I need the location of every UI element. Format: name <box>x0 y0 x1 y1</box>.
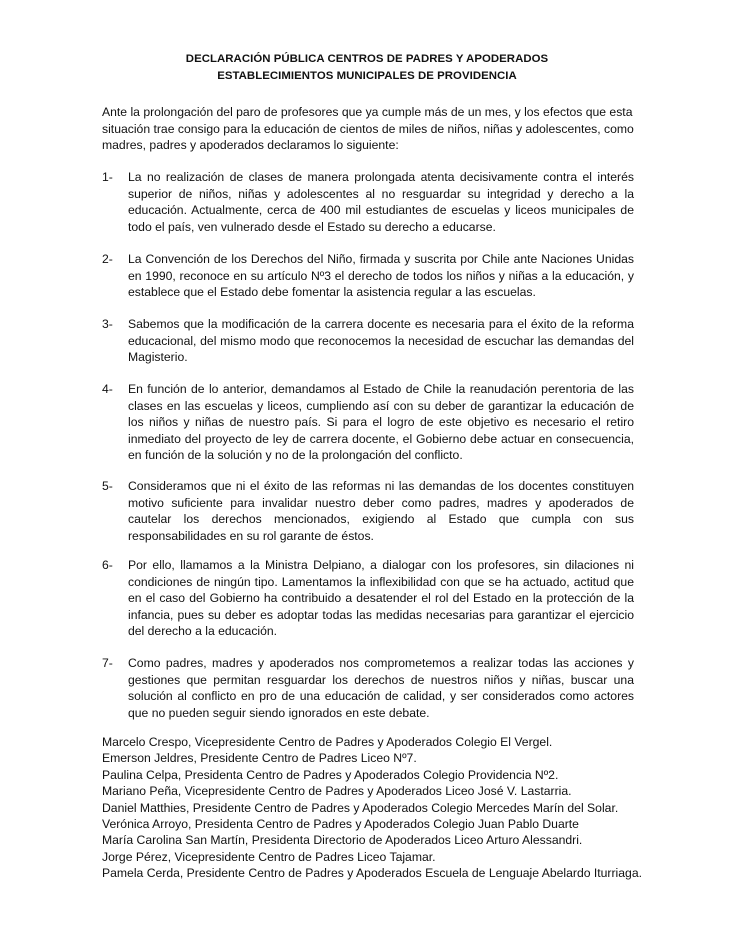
list-item-text: La Convención de los Derechos del Niño, firmada y suscrita por Chile ante Naciones Unidas en 1990, reconoce en su artículo Nº3 el derecho de todos los niños y niñas a la educación, y establece que el Estado debe fomentar la asistencia regular a las escuelas. <box>128 252 634 299</box>
list-item-text: Por ello, llamamos a la Ministra Delpiano, a dialogar con los profesores, sin dilaciones ni condiciones de ningún tipo. Lamentamos la inflexibilidad con que se ha actuado, actitud que en el caso del Gobierno ha contribuido a desatender el rol del Estado en la protección de la infancia, pues su deber es adoptar todas las medidas necesarias para garantizar el ejercicio del derecho a la educación. <box>128 558 634 638</box>
signatory-line: Jorge Pérez, Vicepresidente Centro de Padres Liceo Tajamar. <box>102 849 436 864</box>
intro-paragraph: Ante la prolongación del paro de profesores que ya cumple más de un mes, y los efectos que esta situación trae consigo para la educación de cientos de miles de niños, niñas y adolescentes, como madres, padres y apoderados declaramos lo siguiente: <box>102 105 634 152</box>
list-item-6 <box>102 557 634 640</box>
document-title-line-1: DECLARACIÓN PÚBLICA CENTROS DE PADRES Y APODERADOS <box>185 53 549 65</box>
signatory-line: Daniel Matthies, Presidente Centro de Padres y Apoderados Colegio Mercedes Marín del Solar. <box>102 800 619 815</box>
signatory-line: María Carolina San Martín, Presidenta Directorio de Apoderados Liceo Arturo Alessandri. <box>102 833 583 848</box>
list-item-5 <box>102 478 634 544</box>
list-item-number: 6- <box>102 558 113 572</box>
list-item-2 <box>102 251 634 301</box>
list-item-number: 5- <box>102 479 113 493</box>
list-item-number: 4- <box>102 382 113 396</box>
signatory-line: Verónica Arroyo, Presidenta Centro de Padres y Apoderados Colegio Juan Pablo Duarte <box>102 817 579 832</box>
list-item-1 <box>102 169 634 235</box>
signatory-line: Paulina Celpa, Presidenta Centro de Padres y Apoderados Colegio Providencia Nº2. <box>102 767 559 782</box>
signatory-line: Mariano Peña, Vicepresidente Centro de Padres y Apoderados Liceo José V. Lastarria. <box>102 784 572 799</box>
signatory-line: Emerson Jeldres, Presidente Centro de Padres Liceo Nº7. <box>102 751 417 766</box>
list-item-7 <box>102 655 634 721</box>
list-item-text: La no realización de clases de manera prolongada atenta decisivamente contra el interés superior de niños, niñas y adolescentes al no resguardar su integridad y derecho a la educación. Actualmente, cerca de 400 mil estudiantes de escuelas y liceos municipales de todo el país, ven vulnerado desde el Estado su derecho a educarse. <box>128 170 634 234</box>
list-item-text: Como padres, madres y apoderados nos comprometemos a realizar todas las acciones y gestiones que permitan resguardar los derechos de nuestros niños y niñas, buscar una solución al conflicto en pro de una educación de calidad, y ser considerados como actores que no pueden seguir siendo ignorados en este debate. <box>128 656 634 720</box>
list-item-4 <box>102 381 634 464</box>
list-item-number: 7- <box>102 656 113 670</box>
list-item-text: Consideramos que ni el éxito de las reformas ni las demandas de los docentes constituyen motivo suficiente para invalidar nuestro deber como padres, madres y apoderados de cautelar los derechos mencionados, exigiendo al Estado que cumpla con sus responsabilidades en su rol garante de éstos. <box>128 479 634 543</box>
signatories-list <box>102 734 662 882</box>
document-title-line-2: ESTABLECIMIENTOS MUNICIPALES DE PROVIDENCIA <box>217 70 517 82</box>
list-item-number: 1- <box>102 170 113 184</box>
signatory-line: Marcelo Crespo, Vicepresidente Centro de Padres y Apoderados Colegio El Vergel. <box>102 735 553 749</box>
list-item-number: 2- <box>102 252 113 266</box>
list-item-text: En función de lo anterior, demandamos al Estado de Chile la reanudación perentoria de las clases en las escuelas y liceos, cumpliendo así con su deber de garantizar la educación de los niños y niñas de nuestro país. Si para el logro de este objetivo es necesario el retiro inmediato del proyecto de ley de carrera docente, el Gobierno debe actuar en consecuencia, en función de la solución y no de la prolongación del conflicto. <box>128 382 634 462</box>
signatory-line: Pamela Cerda, Presidente Centro de Padres y Apoderados Escuela de Lenguaje Abelardo Iturriaga. <box>102 866 642 881</box>
list-item-number: 3- <box>102 317 113 331</box>
list-item-text: Sabemos que la modificación de la carrera docente es necesaria para el éxito de la reforma educacional, del mismo modo que reconocemos la necesidad de escuchar las demandas del Magisterio. <box>128 317 634 364</box>
list-item-3 <box>102 316 634 366</box>
